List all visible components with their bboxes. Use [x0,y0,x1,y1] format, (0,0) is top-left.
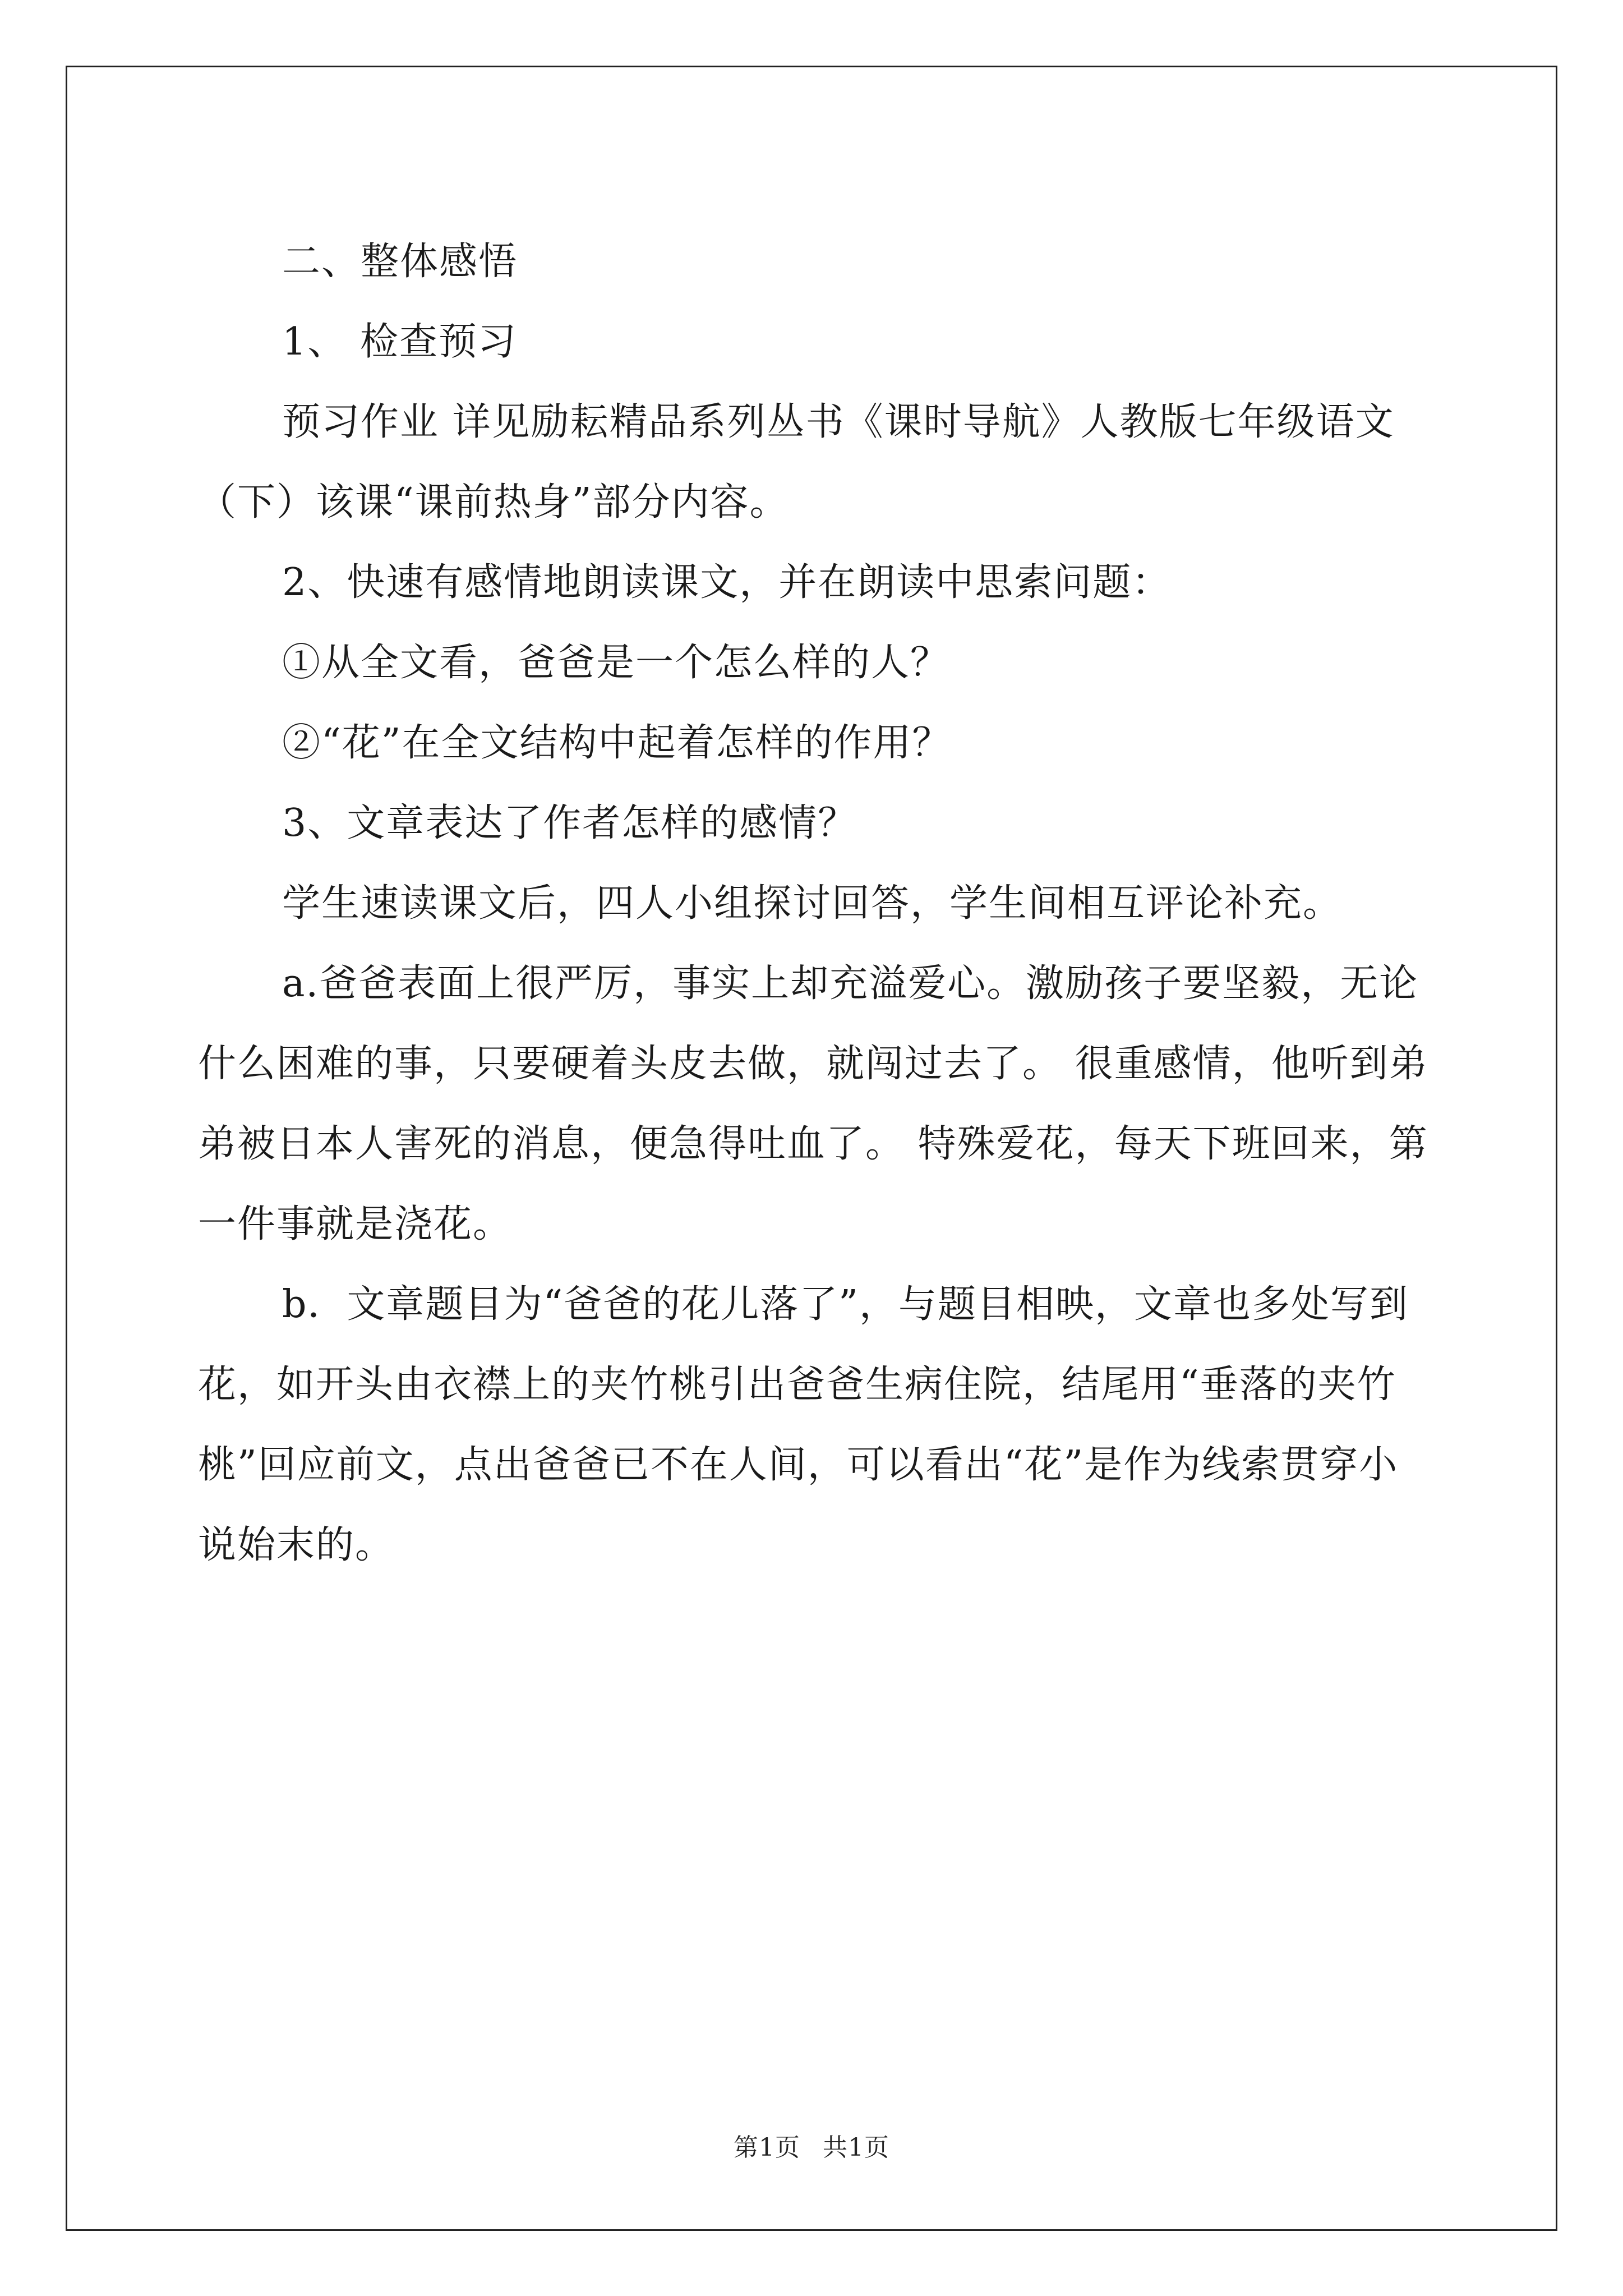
paragraph: 学生速读课文后，四人小组探讨回答，学生间相互评论补充。 [282,881,1343,926]
page-footer [0,2127,1623,2163]
paragraph: 预习作业 详见励耘精品系列丛书《课时导航》人教版七年级语文（下）该课“课前热身”部分内容。 [198,400,1395,524]
paragraph: 2、快速有感情地朗读课文，并在朗读中思索问题： [282,560,1172,605]
page-total: 共1页 [823,2133,889,2162]
question-item: ②“花”在全文结构中起着怎样的作用？ [282,721,952,765]
question-item: ①从全文看，爸爸是一个怎么样的人？ [282,641,950,685]
answer-paragraph: a.爸爸表面上很严厉，事实上却充溢爱心。激励孩子要坚毅，无论什么困难的事，只要硬着头皮去做，就闯过去了。 很重感情，他听到弟弟被日本人害死的消息，便急得吐血了。 特殊爱花，每天下班回来，第一件事就是浇花。 [198,961,1428,1246]
subsection-heading: 1、 检查预习 [282,320,517,364]
section-heading: 二、整体感悟 [282,240,518,284]
page-number: 第1页 [734,2133,800,2162]
paragraph: 3、文章表达了作者怎样的感情？ [282,801,857,845]
answer-paragraph: b．文章题目为“爸爸的花儿落了”，与题目相映，文章也多处写到花，如开头由衣襟上的夹竹桃引出爸爸生病住院，结尾用“垂落的夹竹桃”回应前文，点出爸爸已不在人间，可以看出“花”是作为线索贯穿小说始末的。 [198,1282,1409,1567]
document-body [198,222,1432,1585]
